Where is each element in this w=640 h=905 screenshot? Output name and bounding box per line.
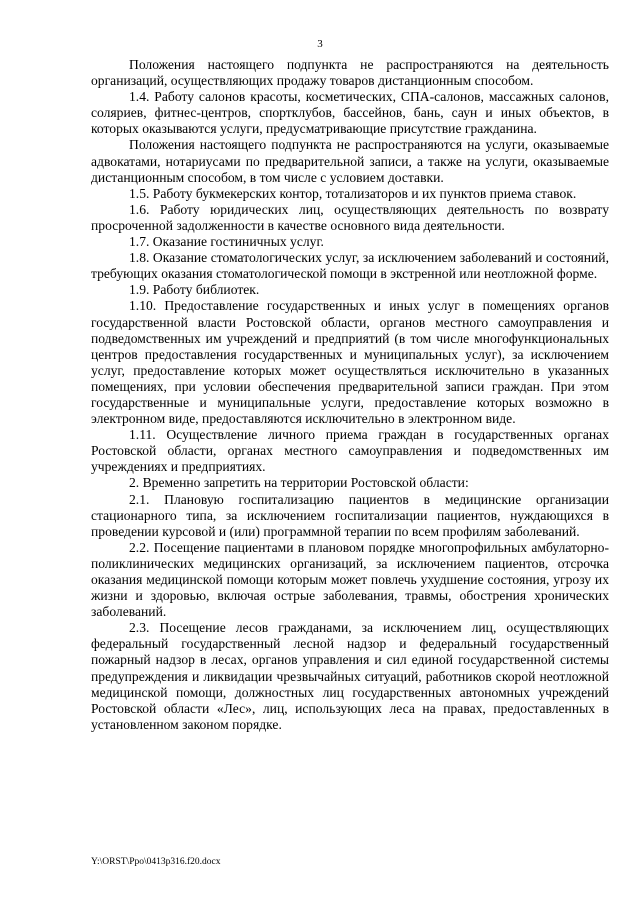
paragraph-2: 2. Временно запретить на территории Ростовской области: xyxy=(129,475,469,491)
paragraph-1-8: 1.8. Оказание стоматологических услуг, за исключением заболеваний и состояний, требующих оказания стоматологической помощи в экстренной или неотложной форме. xyxy=(91,250,609,282)
paragraph-2-1: 2.1. Плановую госпитализацию пациентов в медицинские организации стационарного типа, за исключением госпитализации пациентов, нуждающихся в проведении курсовой и (или) программной терапии по всем профилям заболеваний. xyxy=(91,491,609,539)
page-number: 3 xyxy=(317,38,323,50)
paragraph-2-2: 2.2. Посещение пациентами в плановом порядке многопрофильных амбулаторно-поликлинических медицинских организаций, за исключением пациентов, отсрочка оказания медицинской помощи которым может повлечь ухудшение состояния, угрозу их жизни и здоровью, включая острые заболевания, травмы, обострения хронических заболеваний. xyxy=(91,539,609,620)
paragraph-2-3: 2.3. Посещение лесов гражданами, за исключением лиц, осуществляющих федеральный государственный лесной надзор и федеральный государственный пожарный надзор в лесах, органов управления и сил единой государственной системы предупреждения и ликвидации чрезвычайных ситуаций, работников скорой неотложной медицинской помощи, должностных лиц государственных автономных учреждений Ростовской области «Лес», лиц, использующих леса на правах, предоставленных в установленном законом порядке. xyxy=(91,620,609,732)
paragraph-1-6: 1.6. Работу юридических лиц, осуществляющих деятельность по возврату просроченной задолженности в качестве основного вида деятельности. xyxy=(91,201,609,233)
paragraph-1-10: 1.10. Предоставление государственных и иных услуг в помещениях органов государственной власти Ростовской области, органов местного самоуправления и подведомственных им учреждений и предприятий (в том числе многофункциональных центров предоставления государственных и муниципальных услуг), за исключением услуг, предоставление которых может осуществляться исключительно в указанных помещениях, при условии обеспечения предварительной записи граждан. При этом государственные и муниципальные услуги, предоставление которых возможно в электронном виде, предоставляются исключительно в электронном виде. xyxy=(91,298,609,427)
paragraph-1-11: 1.11. Осуществление личного приема граждан в государственных органах Ростовской области, органах местного самоуправления и подведомственных им учреждениях и предприятиях. xyxy=(91,427,609,475)
paragraph-1-5: 1.5. Работу букмекерских контор, тотализаторов и их пунктов приема ставок. xyxy=(129,185,577,201)
footer-file-path: Y:\ORST\Ppo\0413p316.f20.docx xyxy=(91,857,221,867)
paragraph-1-4: 1.4. Работу салонов красоты, косметических, СПА-салонов, массажных салонов, соляриев, фитнес-центров, спортклубов, бассейнов, бань, саун и иных объектов, в которых оказываются услуги, предусматривающие присутствие гражданина. xyxy=(91,89,609,137)
paragraph-1-7: 1.7. Оказание гостиничных услуг. xyxy=(129,234,324,250)
paragraph-note-distance-sales: Положения настоящего подпункта не распространяются на деятельность организаций, осуществляющих продажу товаров дистанционным способом. xyxy=(91,57,609,89)
document-body xyxy=(91,57,609,733)
paragraph-note-lawyers: Положения настоящего подпункта не распространяются на услуги, оказываемые адвокатами, нотариусами по предварительной записи, а также на услуги, оказываемые дистанционным способом, в том числе с условием доставки. xyxy=(91,137,609,185)
paragraph-1-9: 1.9. Работу библиотек. xyxy=(129,282,260,298)
